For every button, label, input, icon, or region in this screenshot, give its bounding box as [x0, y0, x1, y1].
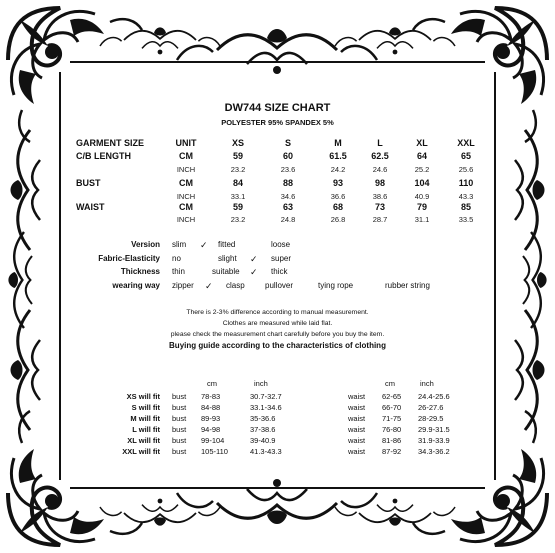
- guide-bust-inch: 39-40.9: [250, 436, 276, 445]
- value: 84: [232, 178, 244, 188]
- guide-bust-word: bust: [172, 447, 187, 456]
- attr-option: loose: [271, 240, 291, 249]
- note-line: please check the measurement chart carefully before you buy the item.: [170, 331, 385, 338]
- value: 34.6: [280, 192, 296, 201]
- guide-bust-word: bust: [172, 392, 187, 401]
- check-icon: ✓: [200, 240, 208, 250]
- waist-inch-row: [0, 215, 555, 227]
- guide-bust-cm: 84-88: [201, 403, 221, 412]
- guide-bust-word: bust: [172, 414, 187, 423]
- value: 40.9: [414, 192, 430, 201]
- header-size-xxl: XXL: [457, 138, 475, 148]
- row-label: BUST: [76, 178, 101, 188]
- attr-fabric-elasticity: [0, 254, 555, 266]
- guide-waist-cm: 71-75: [382, 414, 402, 423]
- value: 93: [332, 178, 344, 188]
- value: 98: [374, 178, 386, 188]
- attr-option: slim: [172, 240, 187, 249]
- guide-bust-cm: 94-98: [201, 425, 221, 434]
- value: 59: [232, 151, 244, 161]
- unit-inch: INCH: [176, 165, 196, 174]
- unit-cm: CM: [179, 178, 193, 188]
- guide-waist-inch: 34.3-36.2: [418, 447, 450, 456]
- attr-option: zipper: [172, 281, 194, 290]
- value: 28.7: [372, 215, 388, 224]
- cb-length-inch-row: [0, 165, 555, 177]
- value: 23.2: [230, 215, 246, 224]
- guide-bust-inch: 37-38.6: [250, 425, 276, 434]
- guide-waist-cm: 81-86: [382, 436, 402, 445]
- header-unit: UNIT: [175, 138, 197, 148]
- value: 110: [458, 178, 474, 188]
- guide-bust-word: bust: [172, 436, 187, 445]
- material-line: POLYESTER 95% SPANDEX 5%: [221, 118, 334, 127]
- attr-option: rubber string: [385, 281, 430, 290]
- attr-option: fitted: [218, 240, 236, 249]
- guide-header-cm: cm: [385, 379, 395, 388]
- attr-label: Fabric-Elasticity: [98, 254, 160, 263]
- attr-thickness: [0, 267, 555, 279]
- guide-size-label: XS will fit: [126, 392, 160, 401]
- value: 31.1: [414, 215, 430, 224]
- guide-size-label: XL will fit: [127, 436, 160, 445]
- unit-cm: CM: [179, 202, 193, 212]
- value: 62.5: [371, 151, 389, 161]
- attr-option: thin: [172, 267, 185, 276]
- guide-waist-word: waist: [348, 425, 366, 434]
- guide-size-label: M will fit: [130, 414, 160, 423]
- row-label: C/B LENGTH: [76, 151, 131, 161]
- size-table-header: [0, 138, 555, 150]
- guide-header-inch: inch: [254, 379, 268, 388]
- attr-option: super: [271, 254, 292, 263]
- value: 26.8: [330, 215, 346, 224]
- guide-waist-inch: 29.9-31.5: [418, 425, 450, 434]
- cb-length-cm-row: [0, 151, 555, 163]
- guide-bust-cm: 105-110: [201, 447, 228, 456]
- header-size-xs: XS: [231, 138, 245, 148]
- guide-bust-inch: 41.3-43.3: [250, 447, 282, 456]
- guide-size-label: XXL will fit: [122, 447, 160, 456]
- value: 60: [282, 151, 294, 161]
- guide-waist-word: waist: [348, 414, 366, 423]
- value: 65: [460, 151, 472, 161]
- attr-label: Version: [131, 240, 160, 249]
- guide-bust-inch: 35-36.6: [250, 414, 276, 423]
- value: 104: [414, 178, 430, 188]
- guide-waist-word: waist: [348, 403, 366, 412]
- unit-cm: CM: [179, 151, 193, 161]
- guide-bust-inch: 30.7-32.7: [250, 392, 282, 401]
- guide-waist-word: waist: [348, 392, 366, 401]
- value: 24.2: [330, 165, 346, 174]
- guide-size-label: L will fit: [132, 425, 160, 434]
- check-icon: ✓: [205, 281, 213, 291]
- attr-option: no: [172, 254, 181, 263]
- value: 79: [416, 202, 428, 212]
- check-icon: ✓: [250, 254, 258, 264]
- attr-option: slight: [218, 254, 237, 263]
- unit-inch: INCH: [176, 192, 196, 201]
- attr-option: suitable: [212, 267, 240, 276]
- guide-waist-cm: 66-70: [382, 403, 402, 412]
- guide-title: Buying guide according to the characteristics of clothing: [169, 341, 386, 350]
- guide-size-label: S will fit: [131, 403, 160, 412]
- guide-waist-word: waist: [348, 436, 366, 445]
- value: 88: [282, 178, 294, 188]
- guide-waist-word: waist: [348, 447, 366, 456]
- guide-waist-cm: 76-80: [382, 425, 402, 434]
- check-icon: ✓: [250, 267, 258, 277]
- value: 64: [416, 151, 428, 161]
- attr-label: Thickness: [120, 267, 160, 276]
- guide-bust-inch: 33.1-34.6: [250, 403, 282, 412]
- value: 33.1: [230, 192, 246, 201]
- value: 25.2: [414, 165, 430, 174]
- value: 85: [460, 202, 472, 212]
- header-size-m: M: [334, 138, 342, 148]
- attr-label: wearing way: [112, 281, 160, 290]
- value: 61.5: [329, 151, 347, 161]
- header-size-xl: XL: [416, 138, 428, 148]
- note-line: There is 2-3% difference according to manual measurement.: [186, 309, 369, 316]
- value: 24.6: [372, 165, 388, 174]
- bust-cm-row: [0, 178, 555, 190]
- value: 43.3: [458, 192, 474, 201]
- value: 68: [332, 202, 344, 212]
- guide-waist-inch: 24.4-25.6: [418, 392, 450, 401]
- value: 63: [282, 202, 294, 212]
- row-label: WAIST: [76, 202, 105, 212]
- guide-bust-cm: 99-104: [201, 436, 225, 445]
- value: 59: [232, 202, 244, 212]
- guide-bust-cm: 78-83: [201, 392, 221, 401]
- value: 23.6: [280, 165, 296, 174]
- header-garment-size: GARMENT SIZE: [76, 138, 145, 148]
- guide-waist-inch: 28-29.5: [418, 414, 444, 423]
- guide-waist-cm: 87-92: [382, 447, 402, 456]
- guide-bust-cm: 89-93: [201, 414, 221, 423]
- guide-waist-inch: 31.9-33.9: [418, 436, 450, 445]
- value: 33.5: [458, 215, 474, 224]
- value: 73: [374, 202, 386, 212]
- chart-title: DW744 SIZE CHART: [224, 102, 331, 114]
- attr-option: tying rope: [318, 281, 354, 290]
- guide-waist-cm: 62-65: [382, 392, 402, 401]
- value: 36.6: [330, 192, 346, 201]
- header-size-s: S: [284, 138, 292, 148]
- guide-header-cm: cm: [207, 379, 217, 388]
- attr-option: clasp: [226, 281, 245, 290]
- value: 24.8: [280, 215, 296, 224]
- guide-header-inch: inch: [420, 379, 434, 388]
- value: 23.2: [230, 165, 246, 174]
- attr-option: thick: [271, 267, 288, 276]
- guide-bust-word: bust: [172, 425, 187, 434]
- header-size-l: L: [377, 138, 383, 148]
- guide-bust-word: bust: [172, 403, 187, 412]
- value: 38.6: [372, 192, 388, 201]
- attr-option: pullover: [265, 281, 294, 290]
- unit-inch: INCH: [176, 215, 196, 224]
- guide-waist-inch: 26-27.6: [418, 403, 444, 412]
- waist-cm-row: [0, 202, 555, 214]
- value: 25.6: [458, 165, 474, 174]
- note-line: Clothes are measured while laid flat.: [222, 320, 333, 327]
- attr-version: [0, 240, 555, 252]
- attr-wearing-way: [0, 281, 555, 293]
